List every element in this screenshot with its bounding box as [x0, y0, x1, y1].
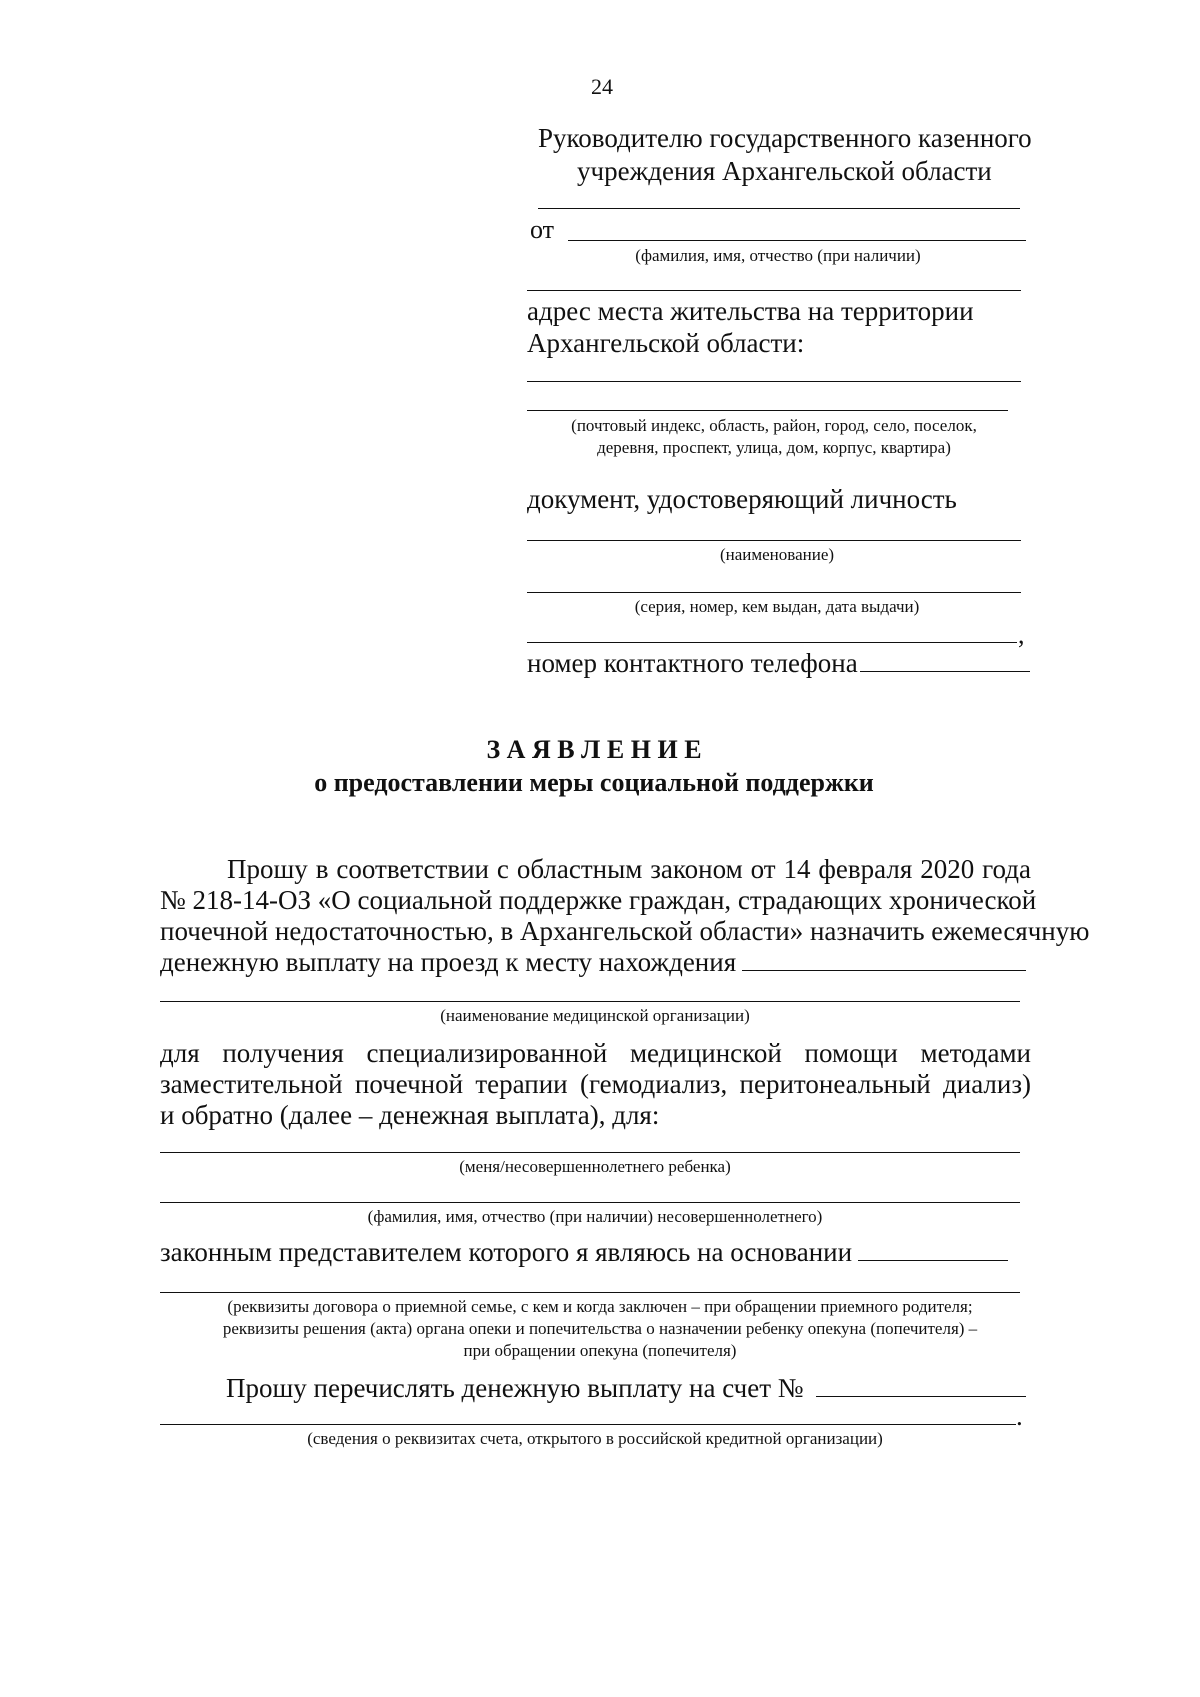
p1-line-4-text: денежную выплату на проезд к месту нахождения — [160, 947, 737, 977]
caption-postal-line-2: деревня, проспект, улица, дом, корпус, квартира) — [597, 438, 951, 457]
p2-line-3: и обратно (далее – денежная выплата), для: — [160, 1100, 660, 1130]
legal-rep-row — [160, 1235, 1008, 1269]
fio-blank-line — [527, 290, 1021, 291]
caption-doc-series: (серия, номер, кем выдан, дата выдачи) — [634, 597, 920, 616]
phone-row — [527, 646, 1030, 680]
account-number-line — [816, 1396, 1026, 1397]
address-line-2 — [527, 410, 1008, 411]
caption-basis-line-1: (реквизиты договора о приемной семье, с кем и когда заключен – при обращении приемного родителя; — [227, 1297, 973, 1316]
transfer-text: Прошу перечислять денежную выплату на счет № — [226, 1373, 804, 1403]
caption-med-org: (наименование медицинской организации) — [440, 1006, 750, 1025]
caption-whom: (меня/несовершеннолетнего ребенка) — [459, 1157, 731, 1176]
addressee-blank-line — [538, 208, 1020, 209]
account-period: . — [1016, 1401, 1023, 1431]
p1-line-3: почечной недостаточностью, в Архангельской области» назначить ежемесячную — [160, 916, 1090, 946]
phone-label: номер контактного телефона — [527, 648, 858, 678]
document-subtitle: о предоставлении меры социальной поддержки — [314, 768, 874, 797]
p1-line-1: Прошу в соответствии с областным законом от 14 февраля 2020 года — [227, 854, 1031, 884]
caption-minor-fio: (фамилия, имя, отчество (при наличии) несовершеннолетнего) — [367, 1207, 823, 1226]
addressee-line-1: Руководителю государственного казенного — [538, 123, 1032, 153]
caption-basis-line-3: при обращении опекуна (попечителя) — [463, 1341, 737, 1360]
p1-line-2: № 218-14-ОЗ «О социальной поддержке граждан, страдающих хронической — [160, 885, 1037, 915]
med-org-line — [160, 1001, 1020, 1002]
caption-account: (сведения о реквизитах счета, открытого в российской кредитной организации) — [307, 1429, 883, 1448]
phone-line — [860, 671, 1030, 672]
minor-fio-line — [160, 1202, 1020, 1203]
doc-name-line — [527, 540, 1021, 541]
doc-extra-comma: , — [1018, 620, 1025, 649]
from-fio-line — [568, 240, 1026, 241]
document-title: З А Я В Л Е Н И Е — [486, 735, 702, 764]
legal-rep-inline-line — [858, 1260, 1008, 1261]
doc-series-line — [527, 592, 1021, 593]
page-number: 24 — [591, 74, 613, 99]
p1-line-4 — [160, 945, 1026, 979]
med-org-inline-line — [742, 970, 1026, 971]
address-label-line-1: адрес места жительства на территории — [527, 296, 974, 326]
whom-line — [160, 1152, 1020, 1153]
basis-line — [160, 1292, 1020, 1293]
from-label: от — [530, 215, 555, 244]
addressee-line-2: учреждения Архангельской области — [577, 156, 992, 186]
caption-basis-line-2: реквизиты решения (акта) органа опеки и попечительства о назначении ребенку опекуна (попечителя) – — [222, 1319, 978, 1338]
doc-extra-line — [527, 642, 1017, 643]
p2-line-1: для получения специализированной медицинской помощи методами — [160, 1038, 1031, 1068]
address-line-1 — [527, 381, 1021, 382]
caption-doc-name: (наименование) — [719, 545, 835, 564]
caption-fio: (фамилия, имя, отчество (при наличии) — [635, 246, 921, 265]
identity-doc-label: документ, удостоверяющий личность — [527, 484, 957, 514]
transfer-row — [226, 1371, 1026, 1405]
account-details-line — [160, 1424, 1016, 1425]
address-label-line-2: Архангельской области: — [527, 328, 805, 358]
caption-postal-line-1: (почтовый индекс, область, район, город, село, поселок, — [571, 416, 977, 435]
legal-rep-text: законным представителем которого я являюсь на основании — [160, 1237, 853, 1267]
p2-line-2: заместительной почечной терапии (гемодиализ, перитонеальный диализ) — [160, 1069, 1031, 1099]
